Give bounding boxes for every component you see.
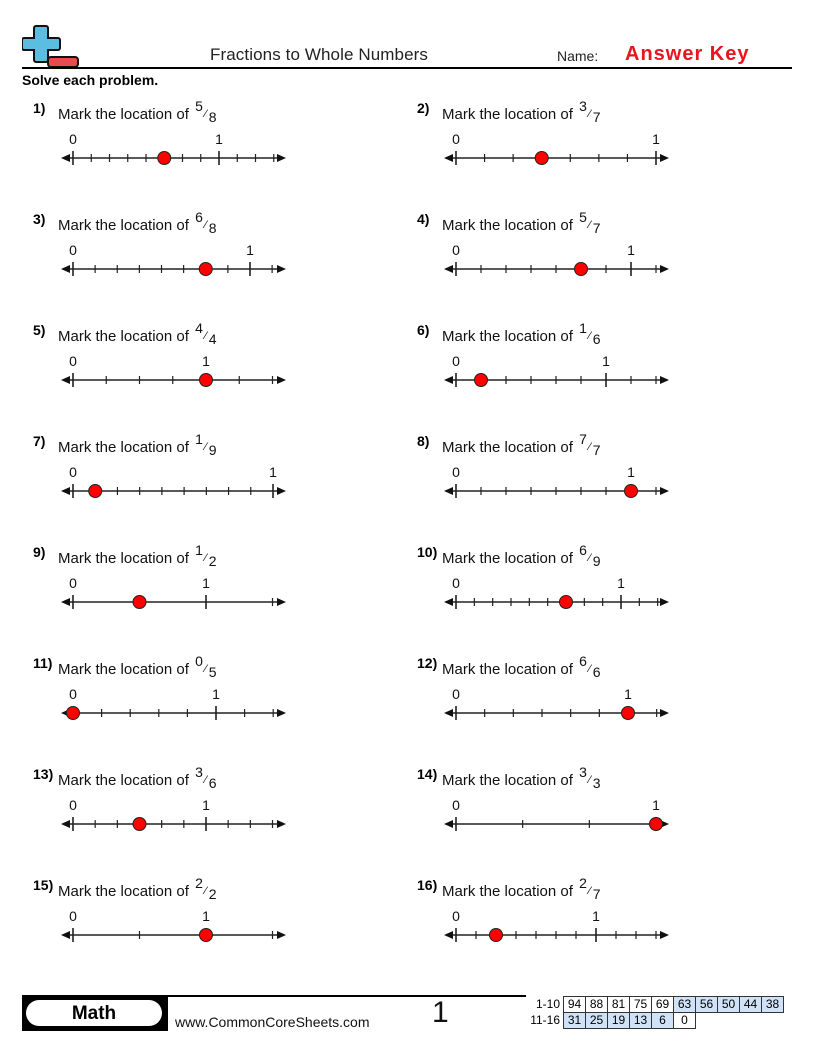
score-cell: 63 [674,997,696,1013]
problem-number: 10) [417,544,438,560]
name-value: Answer Key [625,43,750,65]
problem-number: 5) [33,322,46,338]
score-row [524,997,784,1013]
axis-label-zero: 0 [452,242,460,258]
score-row [524,1013,784,1029]
arrow-right-icon [277,154,286,162]
score-cell: 44 [740,997,762,1013]
score-cell: 38 [762,997,784,1013]
answer-dot [535,152,548,165]
fraction-slash: ⁄ [588,441,591,453]
header-divider [22,67,792,69]
axis-label-zero: 0 [452,131,460,147]
name-label: Name: [557,48,599,64]
fraction-slash: ⁄ [204,330,207,342]
subject-badge [22,997,168,1031]
fraction-denominator: 6 [592,331,601,347]
fraction-slash: ⁄ [204,552,207,564]
score-cell: 6 [652,1013,674,1029]
problem-number: 14) [417,766,438,782]
problem-8 [417,433,707,513]
problem-12 [417,655,707,735]
number-line [417,655,707,735]
problem-6 [417,322,707,402]
arrow-right-icon [660,709,669,717]
fraction-slash: ⁄ [204,885,207,897]
fraction-denominator: 8 [208,220,217,236]
axis-label-one: 1 [627,464,635,480]
arrow-left-icon [444,265,453,273]
axis-label-one: 1 [202,575,210,591]
arrow-right-icon [277,487,286,495]
prompt-text: Mark the location of [442,550,573,567]
arrow-left-icon [444,598,453,606]
arrow-right-icon [660,598,669,606]
fraction-numerator: 6 [579,542,587,558]
arrow-left-icon [444,487,453,495]
arrow-left-icon [61,265,70,273]
fraction-slash: ⁄ [588,330,591,342]
problem-number: 3) [33,211,46,227]
axis-label-one: 1 [202,908,210,924]
arrow-right-icon [660,154,669,162]
page-number: 1 [432,996,449,1029]
arrow-right-icon [277,265,286,273]
problem-16 [417,877,707,957]
answer-dot [650,818,663,831]
axis-label-zero: 0 [69,686,77,702]
problem-number: 15) [33,877,54,893]
fraction-numerator: 1 [195,542,203,558]
fraction-denominator: 3 [592,775,601,791]
number-line [417,100,707,180]
arrow-right-icon [277,598,286,606]
score-cell: 0 [674,1013,696,1029]
problem-number: 12) [417,655,438,671]
problem-15 [33,877,323,957]
score-cell: 19 [608,1013,630,1029]
axis-label-one: 1 [602,353,610,369]
fraction-slash: ⁄ [204,108,207,120]
fraction-numerator: 2 [579,875,587,891]
fraction-numerator: 6 [579,653,587,669]
problem-number: 11) [33,655,53,671]
score-cell: 50 [718,997,740,1013]
axis-label-zero: 0 [69,131,77,147]
prompt-text: Mark the location of [58,439,189,456]
number-line [417,211,707,291]
arrow-left-icon [444,709,453,717]
worksheet-title: Fractions to Whole Numbers [210,45,429,64]
score-cell: 81 [608,997,630,1013]
fraction-denominator: 6 [208,775,217,791]
plus-minus-logo-icon [22,24,80,68]
fraction-numerator: 4 [195,320,203,336]
problem-1 [33,100,323,180]
fraction-slash: ⁄ [204,219,207,231]
number-line [417,433,707,513]
prompt-text: Mark the location of [442,217,573,234]
number-line [417,766,707,846]
axis-label-one: 1 [652,797,660,813]
problem-3 [33,211,323,291]
fraction-denominator: 7 [592,442,601,458]
prompt-text: Mark the location of [58,550,189,567]
axis-label-one: 1 [246,242,254,258]
axis-label-one: 1 [202,797,210,813]
arrow-right-icon [660,931,669,939]
arrow-right-icon [277,376,286,384]
prompt-text: Mark the location of [442,106,573,123]
problem-14 [417,766,707,846]
prompt-text: Mark the location of [58,328,189,345]
answer-dot [575,263,588,276]
answer-dot [625,485,638,498]
subject-label: Math [26,1000,162,1026]
problem-number: 1) [33,100,46,116]
axis-label-zero: 0 [69,353,77,369]
axis-label-zero: 0 [452,464,460,480]
answer-dot [622,707,635,720]
problem-number: 8) [417,433,430,449]
problem-number: 2) [417,100,430,116]
axis-label-one: 1 [269,464,277,480]
problem-number: 6) [417,322,430,338]
fraction-numerator: 5 [579,209,587,225]
fraction-denominator: 9 [208,442,217,458]
problem-10 [417,544,707,624]
axis-label-one: 1 [202,353,210,369]
axis-label-zero: 0 [69,797,77,813]
website-link[interactable]: www.CommonCoreSheets.com [175,1014,370,1030]
arrow-right-icon [660,376,669,384]
fraction-slash: ⁄ [204,441,207,453]
problem-9 [33,544,323,624]
axis-label-one: 1 [652,131,660,147]
arrow-right-icon [277,931,286,939]
axis-label-zero: 0 [69,575,77,591]
score-table [524,996,784,1029]
answer-dot [200,374,213,387]
arrow-left-icon [444,376,453,384]
problem-11 [33,655,323,735]
prompt-text: Mark the location of [442,328,573,345]
answer-dot [490,929,503,942]
axis-label-one: 1 [212,686,220,702]
problem-number: 9) [33,544,46,560]
axis-label-zero: 0 [452,686,460,702]
axis-label-one: 1 [592,908,600,924]
problem-2 [417,100,707,180]
arrow-left-icon [444,154,453,162]
fraction-slash: ⁄ [588,108,591,120]
prompt-text: Mark the location of [442,772,573,789]
answer-dot [200,929,213,942]
fraction-slash: ⁄ [204,663,207,675]
answer-dot [89,485,102,498]
arrow-right-icon [277,820,286,828]
number-line [417,877,707,957]
fraction-denominator: 7 [592,220,601,236]
arrow-left-icon [444,820,453,828]
axis-label-zero: 0 [452,353,460,369]
fraction-denominator: 9 [592,553,601,569]
axis-label-one: 1 [215,131,223,147]
answer-dot [158,152,171,165]
fraction-slash: ⁄ [204,774,207,786]
number-line [417,322,707,402]
answer-dot [133,818,146,831]
score-row-label: 11-16 [530,1013,560,1027]
axis-label-zero: 0 [69,242,77,258]
fraction-denominator: 7 [592,886,601,902]
fraction-numerator: 1 [195,431,203,447]
prompt-text: Mark the location of [58,106,189,123]
fraction-numerator: 3 [579,98,587,114]
prompt-text: Mark the location of [442,439,573,456]
axis-label-zero: 0 [69,464,77,480]
score-cell: 88 [586,997,608,1013]
instructions: Solve each problem. [22,72,159,88]
fraction-numerator: 7 [579,431,587,447]
arrow-left-icon [61,931,70,939]
fraction-numerator: 6 [195,209,203,225]
prompt-text: Mark the location of [442,883,573,900]
axis-label-zero: 0 [452,575,460,591]
number-line [417,544,707,624]
axis-label-zero: 0 [69,908,77,924]
problem-number: 16) [417,877,438,893]
prompt-text: Mark the location of [58,217,189,234]
arrow-left-icon [61,820,70,828]
arrow-left-icon [444,931,453,939]
axis-label-zero: 0 [452,797,460,813]
fraction-slash: ⁄ [588,219,591,231]
fraction-slash: ⁄ [588,885,591,897]
arrow-left-icon [61,487,70,495]
answer-dot [133,596,146,609]
problem-5 [33,322,323,402]
axis-label-one: 1 [627,242,635,258]
answer-dot [67,707,80,720]
answer-dot [560,596,573,609]
axis-label-zero: 0 [452,908,460,924]
problem-4 [417,211,707,291]
score-cell: 13 [630,1013,652,1029]
arrow-right-icon [277,709,286,717]
fraction-numerator: 3 [579,764,587,780]
problem-number: 4) [417,211,430,227]
problem-13 [33,766,323,846]
problem-7 [33,433,323,513]
fraction-denominator: 6 [592,664,601,680]
fraction-denominator: 7 [592,109,601,125]
prompt-text: Mark the location of [58,772,189,789]
fraction-denominator: 2 [208,553,217,569]
score-cell: 56 [696,997,718,1013]
fraction-slash: ⁄ [588,774,591,786]
arrow-right-icon [660,487,669,495]
arrow-left-icon [61,376,70,384]
fraction-denominator: 2 [208,886,217,902]
answer-dot [475,374,488,387]
fraction-numerator: 1 [579,320,587,336]
fraction-slash: ⁄ [588,663,591,675]
fraction-numerator: 5 [195,98,203,114]
score-row-label: 1-10 [535,997,560,1011]
arrow-left-icon [61,598,70,606]
score-cell: 94 [564,997,586,1013]
fraction-numerator: 2 [195,875,203,891]
arrow-right-icon [660,265,669,273]
fraction-numerator: 3 [195,764,203,780]
axis-label-one: 1 [617,575,625,591]
fraction-numerator: 0 [195,653,203,669]
axis-label-one: 1 [624,686,632,702]
fraction-denominator: 5 [208,664,217,680]
score-cell: 69 [652,997,674,1013]
fraction-slash: ⁄ [588,552,591,564]
arrow-left-icon [61,154,70,162]
prompt-text: Mark the location of [442,661,573,678]
problem-number: 7) [33,433,46,449]
prompt-text: Mark the location of [58,883,189,900]
fraction-denominator: 8 [208,109,217,125]
answer-dot [199,263,212,276]
score-cell: 25 [586,1013,608,1029]
score-cell: 31 [564,1013,586,1029]
score-cell: 75 [630,997,652,1013]
fraction-denominator: 4 [208,331,217,347]
prompt-text: Mark the location of [58,661,189,678]
problem-number: 13) [33,766,54,782]
